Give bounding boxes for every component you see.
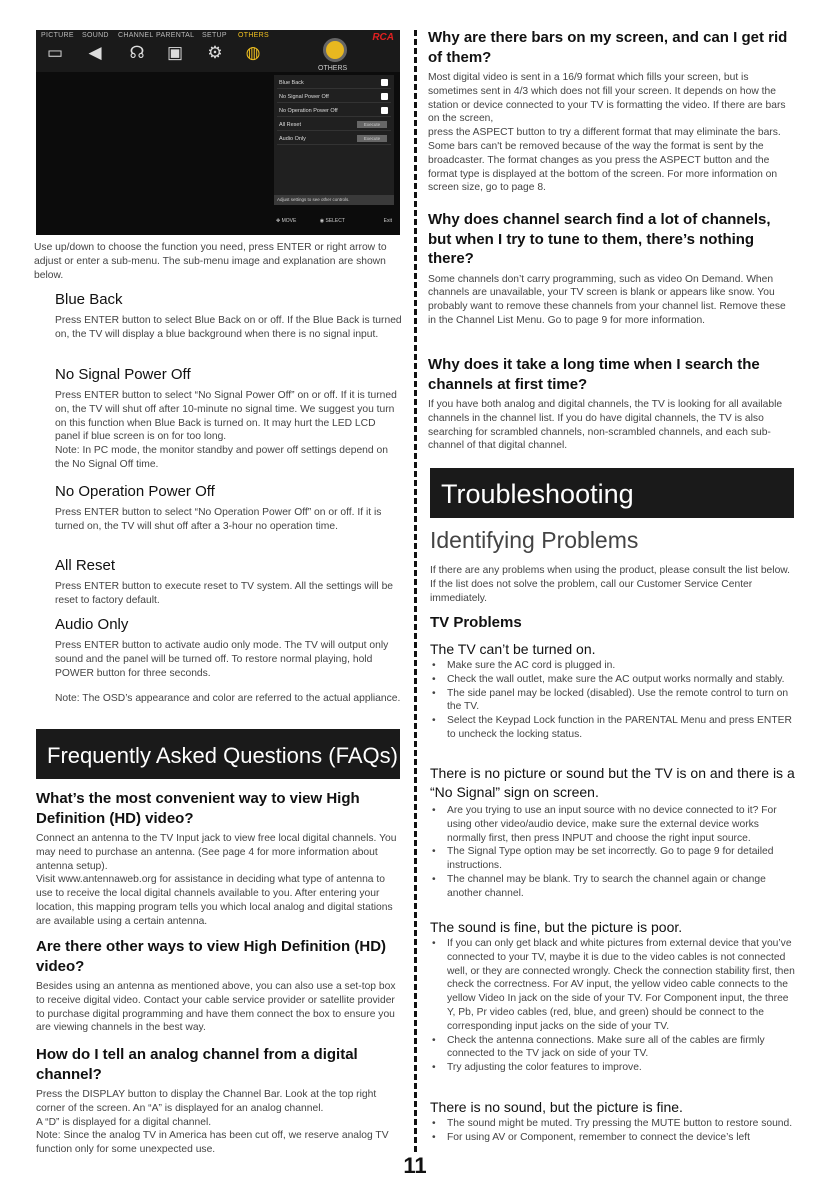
tv-icon: ▭ [46, 43, 64, 62]
osd-row-no-operation: No Operation Power Off [277, 105, 391, 117]
checkbox-checked-icon [381, 93, 388, 100]
others-icon: ◍ [245, 43, 261, 62]
section-no-signal-power-off: No Signal Power Off Press ENTER button to select “No Signal Power Off” on or off. If it is turned on, the TV will shut off after 10-minute no signal time. We suggest you turn on this function when Blue Back is turned on. It may hurt the LED LCD panel if blue screen is on for too long. Note: In PC mode, the monitor standby and power off settings depend on the No Signal Off time. [55, 366, 402, 472]
problem-block [430, 764, 798, 901]
faq-question: Why does it take a long time when I search the channels at first time? [428, 356, 760, 393]
faq-question: Why are there bars on my screen, and can I get rid of them? [428, 29, 788, 66]
list-item: • Check the wall outlet, make sure the AC output works normally and stably. [430, 673, 798, 687]
move-icon: ✥ [276, 218, 281, 224]
section-all-reset: All Reset Press ENTER button to execute reset to TV system. All the settings will be reset to factory default. [55, 557, 402, 608]
osd-footer: ✥ MOVE ◉ SELECT Exit [276, 218, 392, 224]
osd-settings-panel [274, 75, 394, 203]
problem-block [430, 919, 798, 1075]
list-item: • The sound might be muted. Try pressing the MUTE button to restore sound. [430, 1117, 798, 1131]
faq-question: Why does channel search find a lot of channels, but when I try to tune to them, there’s nothing there? [428, 211, 771, 267]
osd-row-all-reset: All Reset Execute [277, 119, 391, 131]
select-icon: ◉ [319, 218, 325, 224]
osd-tab-sound: SOUND [82, 32, 109, 39]
section-no-operation-power-off: No Operation Power Off Press ENTER button to select “No Operation Power Off” on or off. If it is turned on, the TV will shut off after a 3-hour no operation time. [55, 483, 402, 534]
faq-item: Why does channel search find a lot of channels, but when I try to tune to them, there’s nothing there? Some channels don’t carry programming, such as video On Demand. When channels are unavailable, your TV screen is blank or appears like snow. You probably want to remove these channels from your channel list. Remove these in the Channel List Menu. Go to page 9 for more information. [428, 210, 796, 328]
osd-row-audio-only: Audio Only Execute [277, 133, 391, 145]
gear-icon: ⚙ [207, 43, 223, 62]
faq-banner: Frequently Asked Questions (FAQs) [36, 729, 400, 779]
identifying-problems-text: If there are any problems when using the product, please consult the list below. If the list does not solve the problem, call our Customer Service Center immediately. [430, 565, 791, 604]
list-item: • Select the Keypad Lock function in the PARENTAL Menu and press ENTER to uncheck the locking status. [430, 714, 798, 742]
checkbox-checked-icon [381, 79, 388, 86]
faq-item: Why are there bars on my screen, and can I get rid of them? Most digital video is sent in a 16/9 format which fills your screen, but is sometimes sent in 4/3 which does not fill your screen. It depends on how the station or device connected to your TV is formatting the video. If there are bars on the screen, press the ASPECT button to try a different format that may eliminate the bars. Some bars can't be removed because of the way the format is sent by the broadcaster. The format changes as you press the ASPECT button and the format type is displayed at the bottom of the screen. For more information on screen size, go to page 8. [428, 28, 796, 195]
list-item: • The Signal Type option may be set incorrectly. Go to page 9 for detailed instructions. [430, 845, 798, 873]
lock-icon: ▣ [166, 43, 184, 62]
section-title: No Operation Power Off [55, 483, 215, 500]
page-number: 11 [403, 1153, 427, 1178]
faq-item: What’s the most convenient way to view High Definition (HD) video? Connect an antenna to the TV Input jack to view free local digital channels. You may need to purchase an antenna. (See page 4 for more information about antenna setup). Visit www.antennaweb.org for assistance in deciding what type of antenna to use to receive the local digital channels available to you. After entering your location, this mapping program tells you which local analog and digital stations are available using a certain antenna. [36, 789, 402, 929]
section-title: No Signal Power Off [55, 366, 191, 383]
problem-title: The TV can’t be turned on. [430, 641, 596, 657]
section-audio-only: Audio Only Press ENTER button to activate audio only mode. The TV will output only sound and the panel will be turned off. To restore normal playing, hold POWER button for three seconds. Note: The OSD’s appearance and color are referred to the actual appliance. [55, 616, 401, 705]
section-blue-back: Blue Back Press ENTER button to select Blue Back on or off. If the Blue Back is turned on, the TV will display a blue background when there is no signal input. [55, 291, 402, 340]
brand-logo: RCA [372, 32, 394, 43]
list-item: • Check the antenna connections. Make sure all of the cables are firmly connected to the TV jack on side of your TV. [430, 1034, 798, 1062]
osd-screenshot [36, 30, 400, 235]
faq-item: Why does it take a long time when I search the channels at first time? If you have both analog and digital channels, the TV is looking for all available channels in the channel list. If you do have digital channels, the TV is also searching for scrambled channels, non-scrambled channels, and each sub-channel of that digital channel. [428, 355, 796, 453]
faq-question: What’s the most convenient way to view High Definition (HD) video? [36, 790, 360, 827]
faq-item: How do I tell an analog channel from a digital channel? Press the DISPLAY button to display the Channel Bar. Look at the top right corner of the screen. An “A” is displayed for an analog channel. A “D” is displayed for a digital channel. Note: Since the analog TV in America has been cut off, we reserve analog TV function only for some unexpected use. [36, 1045, 402, 1157]
execute-button: Execute [357, 135, 387, 142]
osd-tab-setup: SETUP [202, 32, 227, 39]
section-title: Audio Only [55, 616, 129, 633]
faq-item: Are there other ways to view High Definition (HD) video? Besides using an antenna as mentioned above, you can also use a set-top box to receive digital video. Contact your cable service provider or satellite provider to purchase digital programming and have them connect the box to ensure you are viewing channels in the best way. [36, 937, 402, 1035]
list-item: • Try adjusting the color features to improve. [430, 1061, 798, 1075]
identifying-problems-heading: Identifying Problems [430, 527, 639, 553]
problem-title: There is no sound, but the picture is fine. [430, 1099, 683, 1115]
osd-row-no-signal: No Signal Power Off [277, 91, 391, 103]
osd-help-text: Adjust settings to see other controls. [274, 195, 394, 205]
osd-tab-others: OTHERS [238, 32, 269, 39]
osd-tab-parental: PARENTAL [156, 32, 195, 39]
list-item: • If you can only get black and white pictures from external device that you’ve connected to your TV, maybe it is due to the video cables is not connected well, or they are connected wrongly. Check the connection stability first, then check the correctness. For AV input, the yellow video cable connects to the yellow Video In jack on the side of your TV. For Component input, the three Y, Pb, Pr video cables (red, blue, and green) should be connect to the corresponding input jacks on the side of your TV. [430, 937, 798, 1034]
osd-intro-text: Use up/down to choose the function you need, press ENTER or right arrow to adjust or enter a sub-menu. The sub-menu image and explanation are shown below. [34, 242, 387, 281]
list-item: • For using AV or Component, remember to connect the device’s left [430, 1131, 798, 1145]
section-title: All Reset [55, 557, 116, 574]
satellite-icon: ☊ [129, 43, 145, 62]
others-disc-icon [323, 38, 347, 62]
tv-problems-heading: TV Problems [430, 614, 522, 631]
list-item: • The channel may be blank. Try to search the channel again or change another channel. [430, 873, 798, 901]
osd-tab-channel: CHANNEL [118, 32, 154, 39]
speaker-icon: ◀ [88, 43, 102, 62]
faq-question: Are there other ways to view High Definition (HD) video? [36, 938, 387, 975]
osd-section-label: OTHERS [318, 65, 348, 72]
problem-block [430, 641, 798, 742]
osd-tab-picture: PICTURE [41, 32, 74, 39]
troubleshooting-banner: Troubleshooting [430, 468, 794, 518]
list-item: • Are you trying to use an input source with no device connected to it? For using other video/audio device, make sure the external device works normally first, then press INPUT and choose the right input source. [430, 804, 798, 845]
list-item: • Make sure the AC cord is plugged in. [430, 659, 798, 673]
column-divider [414, 30, 417, 1152]
osd-row-blue-back: Blue Back [277, 77, 391, 89]
execute-button: Execute [357, 121, 387, 128]
problem-block [430, 1099, 798, 1145]
checkbox-unchecked-icon [381, 107, 388, 114]
problem-title: The sound is fine, but the picture is poor. [430, 919, 683, 935]
faq-question: How do I tell an analog channel from a digital channel? [36, 1046, 358, 1083]
problem-title: There is no picture or sound but the TV is on and there is a “No Signal” sign on screen. [430, 765, 795, 800]
list-item: • The side panel may be locked (disabled). Use the remote control to turn on the TV. [430, 687, 798, 715]
section-title: Blue Back [55, 291, 123, 308]
